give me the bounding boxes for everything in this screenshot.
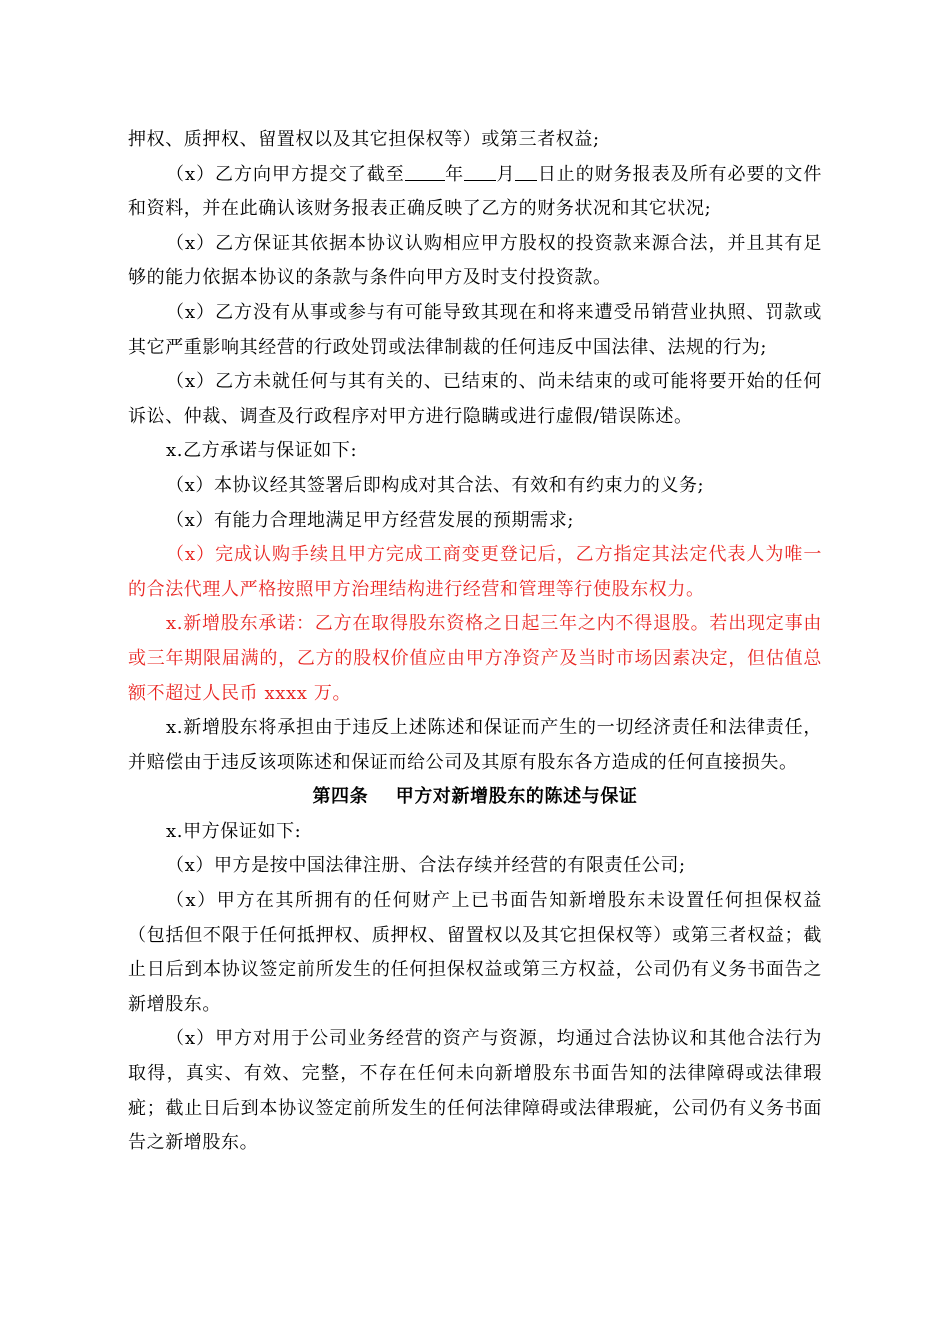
paragraph-party-b-commitments: x.乙方承诺与保证如下: (166, 440, 358, 462)
paragraph-no-litigation: （x）乙方未就任何与其有关的、已结束的、尚未结束的或可能将要开始的任何诉讼、仲裁、调查及行政程序对甲方进行隐瞒或进行虚假/错误陈述。 (128, 371, 822, 427)
paragraph-liability: x.新增股东将承担由于违反上述陈述和保证而产生的一切经济责任和法律责任，并赔偿由于违反该项陈述和保证而给公司及其原有股东各方造成的任何直接损失。 (128, 717, 822, 773)
paragraph-legal-representative: （x）完成认购手续且甲方完成工商变更登记后，乙方指定其法定代表人为唯一的合法代理人严格按照甲方治理结构进行经营和管理等行使股东权力。 (128, 544, 822, 600)
paragraph-text: （x）乙方向甲方提交了截至 (166, 163, 405, 185)
label-month: 月 (496, 163, 516, 185)
paragraph-no-encumbrance: （x）甲方在其所拥有的任何财产上已书面告知新增股东未设置任何担保权益（包括但不限于任何抵押权、质押权、留置权以及其它担保权等）或第三者权益；截止日后到本协议签定前所发生的任何担保权益或第三方权益，公司仍有义务书面告之新增股东。 (128, 890, 822, 1015)
paragraph-meet-expectations: （x）有能力合理地满足甲方经营发展的预期需求; (166, 509, 575, 531)
paragraph-binding-obligation: （x）本协议经其签署后即构成对其合法、有效和有约束力的义务; (166, 474, 705, 496)
blank-year (405, 164, 445, 181)
blank-month (464, 164, 496, 181)
article-heading: 第四条 甲方对新增股东的陈述与保证 (312, 786, 638, 808)
paragraph-investment-source: （x）乙方保证其依据本协议认购相应甲方股权的投资款来源合法，并且其有足够的能力依据本协议的条款与条件向甲方及时支付投资款。 (128, 232, 822, 289)
blank-day (515, 164, 537, 181)
paragraph-no-withdrawal: x.新增股东承诺：乙方在取得股东资格之日起三年之内不得退股。若出现定事由或三年期限届满的，乙方的股权价值应由甲方净资产及当时市场因素决定，但估值总额不超过人民币 xxxx 万。 (128, 613, 822, 704)
label-year: 年 (444, 163, 465, 185)
paragraph-no-violations: （x）乙方没有从事或参与有可能导致其现在和将来遭受吊销营业执照、罚款或其它严重影响其经营的行政处罚或法律制裁的任何违反中国法律、法规的行为; (128, 301, 822, 358)
paragraph-financial-statements (128, 158, 822, 227)
paragraph-continuation: 押权、质押权、留置权以及其它担保权等）或第三者权益; (128, 129, 600, 150)
document-body (128, 123, 822, 1161)
paragraph-company-registration: （x）甲方是按中国法律注册、合法存续并经营的有限责任公司; (166, 855, 686, 877)
paragraph-text: 日止的财务报表及所有必要的文件和资料，并在此确认该财务报表正确反映了乙方的财务状况和其它状况; (128, 163, 822, 220)
paragraph-party-a-guarantees: x.甲方保证如下: (166, 820, 302, 842)
paragraph-assets-resources: （x）甲方对用于公司业务经营的资产与资源，均通过合法协议和其他合法行为取得，真实、有效、完整，不存在任何未向新增股东书面告知的法律障碍或法律瑕疵；截止日后到本协议签定前所发生的任何法律障碍或法律瑕疵，公司仍有义务书面告之新增股东。 (128, 1028, 822, 1154)
